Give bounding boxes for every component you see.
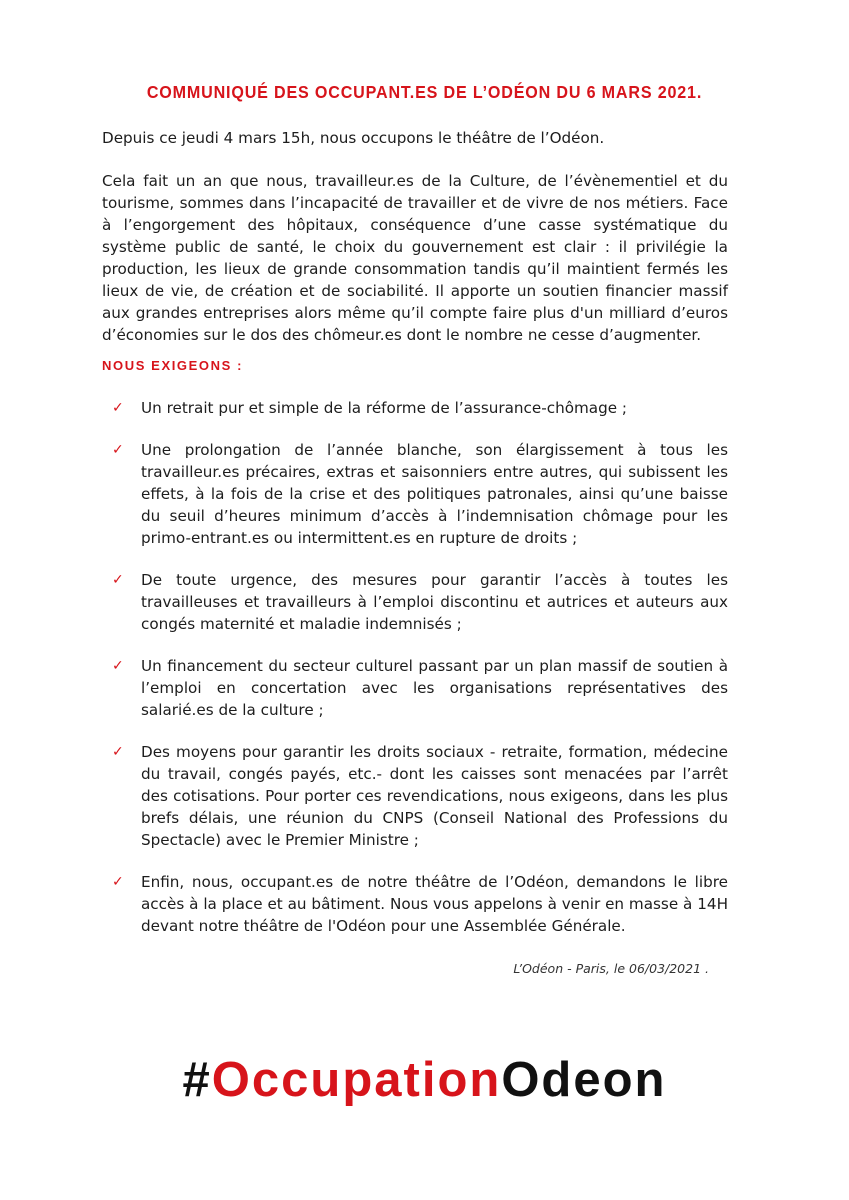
demand-text: Un financement du secteur culturel passant par un plan massif de soutien à l’emploi en concertation avec les organisations représentatives des salarié.es de la culture ; (141, 657, 728, 719)
demand-text: Des moyens pour garantir les droits sociaux - retraite, formation, médecine du travail, congés payés, etc.- dont les caisses sont menacées par l’arrêt des cotisations. Pour porter ces revendications, nous exigeons, dans les plus brefs délais, une réunion du CNPS (Conseil National des Professions du Spectacle) avec le Premier Ministre ; (141, 743, 728, 849)
checkmark-icon: ✓ (112, 744, 124, 760)
list-item (112, 871, 728, 937)
checkmark-icon: ✓ (112, 572, 124, 588)
hashtag-occupation: Occupation (211, 1053, 502, 1107)
demand-text: Un retrait pur et simple de la réforme de l’assurance-chômage ; (141, 399, 628, 417)
checkmark-icon: ✓ (112, 874, 124, 890)
checkmark-icon: ✓ (112, 400, 124, 416)
checkmark-icon: ✓ (112, 658, 124, 674)
hashtag-banner (0, 1050, 849, 1110)
page-title: COMMUNIQUÉ DES OCCUPANT.ES DE L’ODÉON DU 6 MARS 2021. (146, 82, 703, 102)
hashtag-hash: # (182, 1053, 212, 1107)
demands-list (112, 397, 728, 957)
checkmark-icon: ✓ (112, 442, 124, 458)
hashtag-odeon: Odeon (501, 1053, 667, 1107)
demand-text: Une prolongation de l’année blanche, son élargissement à tous les travailleur.es précaires, extras et saisonniers entre autres, qui subissent les effets, à la fois de la crise et des politiques patronales, ainsi qu’une baisse du seuil d’heures minimum d’accès à l’indemnisation chômage pour les primo-entrant.es ou intermittent.es en rupture de droits ; (141, 441, 728, 547)
list-item (112, 741, 728, 851)
intro-paragraph: Depuis ce jeudi 4 mars 15h, nous occupons le théâtre de l’Odéon. (102, 129, 605, 147)
context-paragraph: Cela fait un an que nous, travailleur.es de la Culture, de l’évènementiel et du tourisme, sommes dans l’incapacité de travailler et de vivre de nos métiers. Face à l’engorgement des hôpitaux, conséquence d’une casse systématique du système public de santé, le choix du gouvernement est clair : il privilégie la production, les lieux de grande consommation tandis qu’il maintient fermés les lieux de vie, de création et de sociabilité. Il apporte un soutien financier massif aux grandes entreprises alors même qu’il compte faire plus d'un milliard d’euros d’économies sur le dos des chômeur.es dont le nombre ne cesse d’augmenter. (102, 172, 728, 344)
list-item (112, 655, 728, 721)
demand-text: De toute urgence, des mesures pour garantir l’accès à toutes les travailleuses et travailleurs à l’emploi discontinu et autrices et auteurs aux congés maternité et maladie indemnisés ; (141, 571, 728, 633)
demand-text: Enfin, nous, occupant.es de notre théâtre de l’Odéon, demandons le libre accès à la place et au bâtiment. Nous vous appelons à venir en masse à 14H devant notre théâtre de l'Odéon pour une Assemblée Générale. (141, 873, 728, 935)
list-item (112, 569, 728, 635)
list-item (112, 439, 728, 549)
list-item (112, 397, 728, 419)
demands-heading: NOUS EXIGEONS : (102, 358, 244, 373)
signature-line: L’Odéon - Paris, le 06/03/2021 . (513, 961, 709, 976)
